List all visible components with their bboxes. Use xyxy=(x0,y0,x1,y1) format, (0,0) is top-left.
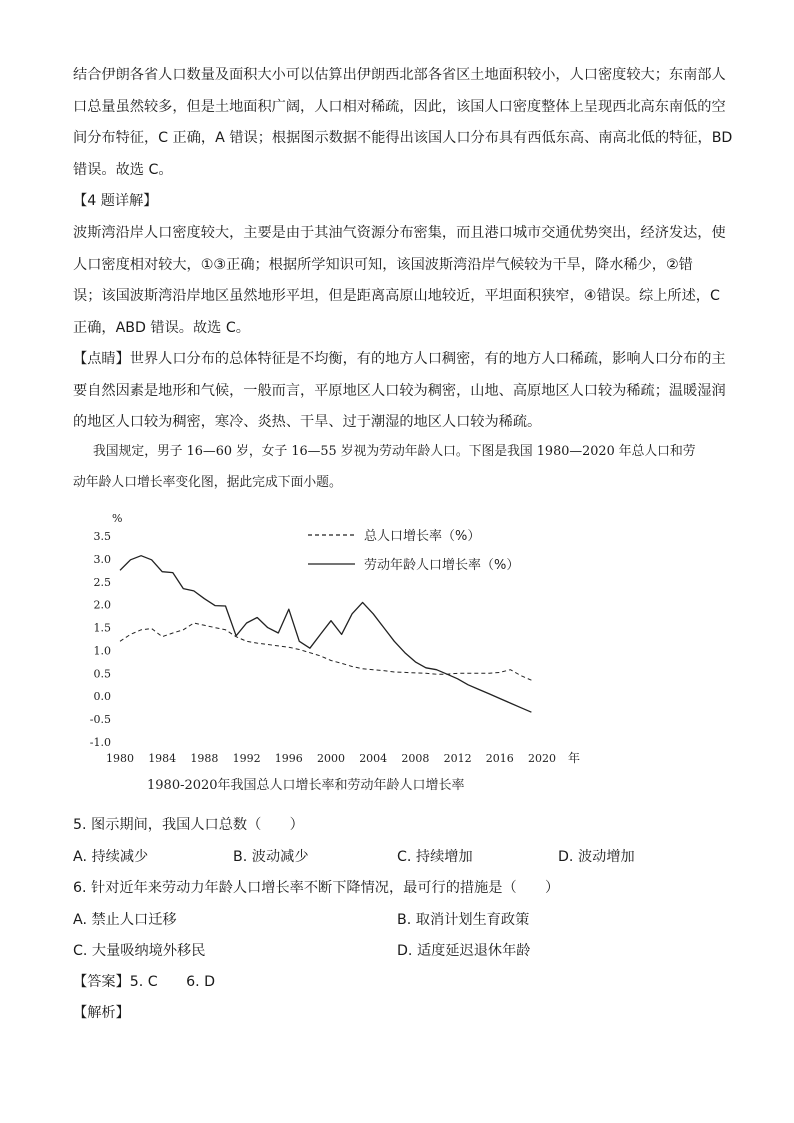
x-tick-label: 2000 xyxy=(317,752,345,765)
question-6-option-b[interactable]: B. 取消计划生育政策 xyxy=(397,912,530,928)
x-tick-label: 2008 xyxy=(401,752,430,765)
x-tick-label: 2020 xyxy=(528,752,556,765)
text-line: 口总量虽然较多，但是土地面积广阔，人口相对稀疏，因此，该国人口密度整体上呈现西北高东南低的空 xyxy=(73,98,726,115)
x-tick-label: 2016 xyxy=(485,752,514,765)
section-heading: 【4 题详解】 xyxy=(73,193,158,209)
legend-entry: 总人口增长率（%） xyxy=(364,529,481,544)
text-line: 间分布特征，C 正确，A 错误；根据图示数据不能得出该国人口分布具有西低东高、南高北低的特征，BD xyxy=(73,130,733,146)
text-line: 结合伊朗各省人口数量及面积大小可以估算出伊朗西北部各省区土地面积较小，人口密度较大；东南部人 xyxy=(73,67,726,83)
y-axis-unit-label: % xyxy=(112,512,123,525)
legend-entry: 劳动年龄人口增长率（%） xyxy=(364,558,520,573)
question-5-stem: 5. 图示期间，我国人口总数（ ） xyxy=(73,817,304,833)
x-tick-label: 1980 xyxy=(106,752,134,765)
x-tick-label: 1984 xyxy=(148,752,177,765)
text-line: 动年龄人口增长率变化图，据此完成下面小题。 xyxy=(73,475,342,490)
text-line: 【点睛】世界人口分布的总体特征是不均衡，有的地方人口稠密，有的地方人口稀疏，影响人口分布的主 xyxy=(73,351,726,367)
question-6-stem: 6. 针对近年来劳动力年龄人口增长率不断下降情况，最可行的措施是（ ） xyxy=(73,880,560,896)
explanation-paragraph-3 xyxy=(73,60,733,186)
question-5-option-c[interactable]: C. 持续增加 xyxy=(397,849,473,865)
question-5-option-a[interactable]: A. 持续减少 xyxy=(73,849,149,865)
y-tick-label: 0.5 xyxy=(93,667,111,681)
text-line: 的地区人口较为稠密，寒冷、炎热、干旱、过于潮湿的地区人口较为稀疏。 xyxy=(73,414,542,430)
question-4-heading xyxy=(73,186,723,218)
working-age-growth-line xyxy=(120,556,531,713)
answer-line xyxy=(73,972,215,992)
y-tick-label: -1.0 xyxy=(90,736,111,749)
x-tick-label: 2004 xyxy=(359,752,388,765)
explanation-paragraph-4 xyxy=(73,218,726,344)
text-line: 正确，ABD 错误。故选 C。 xyxy=(73,319,250,336)
x-tick-label: 2012 xyxy=(443,752,472,765)
question-5-option-b[interactable]: B. 波动减少 xyxy=(233,849,309,865)
y-tick-label: 2.0 xyxy=(93,598,111,612)
total-population-growth-line xyxy=(120,623,531,680)
text-line: 我国规定，男子 16—60 岁，女子 16—55 岁视为劳动年龄人口。下图是我国 1980—2020 年总人口和劳 xyxy=(93,444,696,459)
x-tick-label: 1992 xyxy=(232,752,261,765)
answer-label: 【答案】 xyxy=(73,974,130,990)
question-6-option-a[interactable]: A. 禁止人口迁移 xyxy=(73,912,177,928)
x-axis-unit-label: 年 xyxy=(568,751,581,765)
text-line: 误；该国波斯湾沿岸地区虽然地形平坦，但是距离高原山地较近，平坦面积狭窄，④错误。综上所述，C xyxy=(73,288,720,304)
y-tick-label: 1.5 xyxy=(93,621,111,635)
chart-title: 1980-2020年我国总人口增长率和劳动年龄人口增长率 xyxy=(147,778,465,793)
tip-paragraph xyxy=(73,344,726,439)
y-tick-label: -0.5 xyxy=(90,713,111,727)
y-tick-label: 1.0 xyxy=(93,644,111,658)
question-intro xyxy=(73,436,733,498)
y-tick-label: 0.0 xyxy=(93,690,111,704)
question-5-option-d[interactable]: D. 波动增加 xyxy=(558,849,635,865)
y-tick-label: 3.0 xyxy=(93,552,111,566)
x-tick-label: 1988 xyxy=(190,752,219,765)
question-6-option-d[interactable]: D. 适度延迟退休年龄 xyxy=(397,943,531,959)
text-line: 要自然因素是地形和气候，一般而言，平原地区人口较为稠密，山地、高原地区人口较为稀疏；温暖湿润 xyxy=(73,382,726,399)
question-6-option-c[interactable]: C. 大量吸纳境外移民 xyxy=(73,943,206,959)
population-growth-chart xyxy=(90,505,610,805)
text-line: 错误。故选 C。 xyxy=(73,161,173,178)
analysis-label: 【解析】 xyxy=(73,1005,130,1021)
text-line: 波斯湾沿岸人口密度较大，主要是由于其油气资源分布密集，而且港口城市交通优势突出，经济发达，使 xyxy=(73,225,726,241)
text-line: 人口密度相对较大，①③正确；根据所学知识可知，该国波斯湾沿岸气候较为干旱，降水稀少，②错 xyxy=(73,256,693,273)
y-tick-label: 3.5 xyxy=(93,530,111,543)
y-tick-label: 2.5 xyxy=(93,575,111,589)
answer-text: 5. C 6. D xyxy=(129,974,216,990)
x-tick-label: 1996 xyxy=(274,752,303,765)
